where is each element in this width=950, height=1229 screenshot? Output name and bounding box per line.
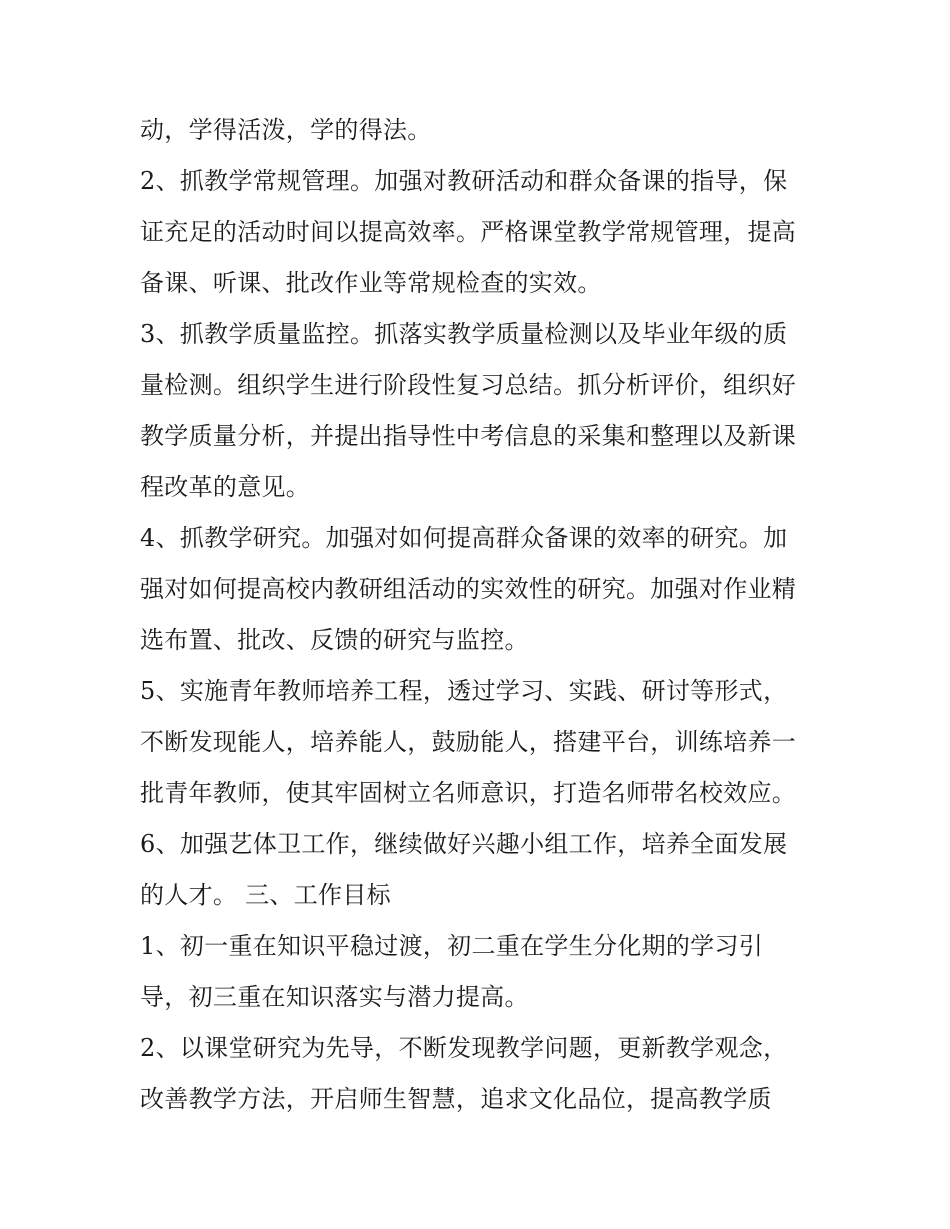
- text-line: 的人才。 三、工作目标: [140, 881, 391, 909]
- text-line: 3、抓教学质量监控。抓落实教学质量检测以及毕业年级的质: [140, 320, 788, 348]
- text-line: 不断发现能人，培养能人，鼓励能人，搭建平台，训练培养一: [140, 728, 797, 756]
- text-line: 量检测。组织学生进行阶段性复习总结。抓分析评价，组织好: [140, 371, 797, 399]
- text-line: 2、以课堂研究为先导，不断发现教学问题，更新教学观念，: [140, 1034, 788, 1062]
- text-line: 批青年教师，使其牢固树立名师意识，打造名师带名校效应。: [140, 779, 797, 807]
- text-line: 改善教学方法，开启师生智慧，追求文化品位，提高教学质: [140, 1085, 772, 1113]
- text-line: 4、抓教学研究。加强对如何提高群众备课的效率的研究。加: [140, 524, 788, 552]
- text-line: 6、加强艺体卫工作，继续做好兴趣小组工作，培养全面发展: [140, 830, 788, 858]
- text-line: 证充足的活动时间以提高效率。严格课堂教学常规管理，提高: [140, 218, 797, 246]
- text-line: 5、实施青年教师培养工程，透过学习、实践、研讨等形式，: [140, 677, 788, 705]
- text-line: 导，初三重在知识落实与潜力提高。: [140, 983, 529, 1011]
- text-line: 2、抓教学常规管理。加强对教研活动和群众备课的指导，保: [140, 167, 788, 195]
- text-line: 1、初一重在知识平稳过渡，初二重在学生分化期的学习引: [140, 932, 764, 960]
- text-line: 选布置、批改、反馈的研究与监控。: [140, 626, 529, 654]
- text-line: 动，学得活泼，学的得法。: [140, 116, 432, 144]
- text-line: 强对如何提高校内教研组活动的实效性的研究。加强对作业精: [140, 575, 797, 603]
- text-line: 教学质量分析，并提出指导性中考信息的采集和整理以及新课: [140, 422, 797, 450]
- document-body: [140, 108, 840, 1128]
- text-line: 备课、听课、批改作业等常规检查的实效。: [140, 269, 602, 297]
- text-line: 程改革的意见。: [140, 473, 311, 501]
